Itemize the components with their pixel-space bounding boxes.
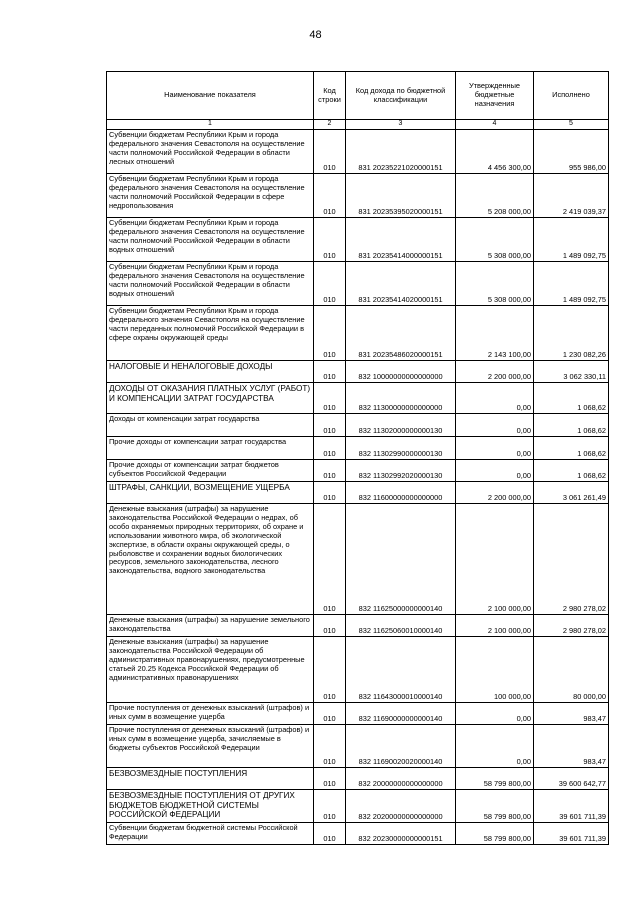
row-income-code: 832 11625060010000140 <box>346 615 456 637</box>
row-executed: 1 489 092,75 <box>534 262 609 306</box>
row-executed: 1 489 092,75 <box>534 218 609 262</box>
row-approved: 2 143 100,00 <box>456 306 534 361</box>
row-name: Денежные взыскания (штрафы) за нарушение законодательства Российской Федерации об административных правонарушениях, предусмотренные статьей 20.25 Кодекса Российской Федерации об административных правонарушениях <box>107 637 314 703</box>
row-approved: 58 799 800,00 <box>456 823 534 845</box>
row-name: Субвенции бюджетам Республики Крым и города федерального значения Севастополя на осуществление части полномочий Российской Федерации в сфере недропользования <box>107 174 314 218</box>
row-approved: 0,00 <box>456 414 534 437</box>
row-executed: 3 061 261,49 <box>534 482 609 504</box>
table-row <box>107 174 609 218</box>
row-line-code: 010 <box>314 130 346 174</box>
table-row <box>107 823 609 845</box>
col-header-approved: Утвержденные бюджетные назначения <box>456 72 534 120</box>
table-row <box>107 437 609 460</box>
row-executed: 3 062 330,11 <box>534 361 609 383</box>
table-row <box>107 262 609 306</box>
row-approved: 100 000,00 <box>456 637 534 703</box>
row-income-code: 831 20235221020000151 <box>346 130 456 174</box>
row-executed: 39 600 642,77 <box>534 768 609 790</box>
row-name: ДОХОДЫ ОТ ОКАЗАНИЯ ПЛАТНЫХ УСЛУГ (РАБОТ) И КОМПЕНСАЦИИ ЗАТРАТ ГОСУДАРСТВА <box>107 383 314 414</box>
row-executed: 80 000,00 <box>534 637 609 703</box>
row-line-code: 010 <box>314 482 346 504</box>
row-approved: 0,00 <box>456 437 534 460</box>
table-row <box>107 460 609 482</box>
col-header-income-code: Код дохода по бюджетной классификации <box>346 72 456 120</box>
row-line-code: 010 <box>314 218 346 262</box>
column-index-row <box>107 120 609 130</box>
row-executed: 983,47 <box>534 725 609 768</box>
row-line-code: 010 <box>314 361 346 383</box>
row-name: Прочие доходы от компенсации затрат государства <box>107 437 314 460</box>
table-row <box>107 130 609 174</box>
row-executed: 1 068,62 <box>534 383 609 414</box>
col-index: 5 <box>534 120 609 130</box>
table-row <box>107 218 609 262</box>
row-executed: 39 601 711,39 <box>534 823 609 845</box>
row-income-code: 832 11690000000000140 <box>346 703 456 725</box>
row-line-code: 010 <box>314 615 346 637</box>
row-name: Прочие поступления от денежных взысканий (штрафов) и иных сумм в возмещение ущерба <box>107 703 314 725</box>
row-executed: 983,47 <box>534 703 609 725</box>
row-approved: 5 308 000,00 <box>456 218 534 262</box>
row-income-code: 832 11690020020000140 <box>346 725 456 768</box>
row-income-code: 831 20235395020000151 <box>346 174 456 218</box>
row-name: Доходы от компенсации затрат государства <box>107 414 314 437</box>
row-name: Субвенции бюджетам Республики Крым и города федерального значения Севастополя на осуществление части полномочий Российской Федерации в области лесных отношений <box>107 130 314 174</box>
row-name: Субвенции бюджетам Республики Крым и города федерального значения Севастополя на осуществление части полномочий Российской Федерации в области водных отношений <box>107 262 314 306</box>
table-row <box>107 703 609 725</box>
row-income-code: 832 11600000000000000 <box>346 482 456 504</box>
row-income-code: 832 11302990000000130 <box>346 437 456 460</box>
row-approved: 58 799 800,00 <box>456 768 534 790</box>
table-row <box>107 482 609 504</box>
col-header-line-code: Код строки <box>314 72 346 120</box>
row-executed: 1 068,62 <box>534 460 609 482</box>
row-executed: 2 980 278,02 <box>534 615 609 637</box>
row-approved: 4 456 300,00 <box>456 130 534 174</box>
row-executed: 1 068,62 <box>534 414 609 437</box>
table-row <box>107 637 609 703</box>
row-name: БЕЗВОЗМЕЗДНЫЕ ПОСТУПЛЕНИЯ ОТ ДРУГИХ БЮДЖЕТОВ БЮДЖЕТНОЙ СИСТЕМЫ РОССИЙСКОЙ ФЕДЕРАЦИИ <box>107 790 314 823</box>
row-approved: 2 200 000,00 <box>456 361 534 383</box>
row-income-code: 831 20235486020000151 <box>346 306 456 361</box>
row-income-code: 832 10000000000000000 <box>346 361 456 383</box>
row-line-code: 010 <box>314 725 346 768</box>
row-line-code: 010 <box>314 174 346 218</box>
row-name: Прочие поступления от денежных взысканий (штрафов) и иных сумм в возмещение ущерба, зачисляемые в бюджеты субъектов Российской Федерации <box>107 725 314 768</box>
row-line-code: 010 <box>314 306 346 361</box>
row-executed: 39 601 711,39 <box>534 790 609 823</box>
row-name: Субвенции бюджетам бюджетной системы Российской Федерации <box>107 823 314 845</box>
col-header-executed: Исполнено <box>534 72 609 120</box>
table-row <box>107 383 609 414</box>
row-line-code: 010 <box>314 504 346 615</box>
row-name: Субвенции бюджетам Республики Крым и города федерального значения Севастополя на осуществление части полномочий Российской Федерации в области водных отношений <box>107 218 314 262</box>
row-executed: 2 419 039,37 <box>534 174 609 218</box>
row-income-code: 832 11300000000000000 <box>346 383 456 414</box>
row-line-code: 010 <box>314 823 346 845</box>
table-header-row <box>107 72 609 120</box>
row-approved: 5 208 000,00 <box>456 174 534 218</box>
col-index: 2 <box>314 120 346 130</box>
row-line-code: 010 <box>314 460 346 482</box>
row-line-code: 010 <box>314 383 346 414</box>
table-row <box>107 725 609 768</box>
row-approved: 0,00 <box>456 383 534 414</box>
row-income-code: 832 11302000000000130 <box>346 414 456 437</box>
row-approved: 0,00 <box>456 725 534 768</box>
page-number: 48 <box>309 29 322 41</box>
table-row <box>107 414 609 437</box>
row-income-code: 832 11302992020000130 <box>346 460 456 482</box>
row-approved: 2 100 000,00 <box>456 504 534 615</box>
row-executed: 955 986,00 <box>534 130 609 174</box>
col-index: 1 <box>107 120 314 130</box>
row-executed: 2 980 278,02 <box>534 504 609 615</box>
row-income-code: 831 20235414000000151 <box>346 218 456 262</box>
budget-table <box>106 71 609 845</box>
row-approved: 5 308 000,00 <box>456 262 534 306</box>
row-income-code: 832 20200000000000000 <box>346 790 456 823</box>
row-executed: 1 230 082,26 <box>534 306 609 361</box>
row-income-code: 832 11625000000000140 <box>346 504 456 615</box>
col-index: 4 <box>456 120 534 130</box>
table-row <box>107 361 609 383</box>
row-name: Субвенции бюджетам Республики Крым и города федерального значения Севастополя на осуществление части переданных полномочий Российской Федерации в сфере охраны окружающей среды <box>107 306 314 361</box>
row-line-code: 010 <box>314 637 346 703</box>
row-line-code: 010 <box>314 414 346 437</box>
row-approved: 58 799 800,00 <box>456 790 534 823</box>
table-row <box>107 790 609 823</box>
row-name: БЕЗВОЗМЕЗДНЫЕ ПОСТУПЛЕНИЯ <box>107 768 314 790</box>
row-approved: 0,00 <box>456 460 534 482</box>
row-approved: 0,00 <box>456 703 534 725</box>
table-row <box>107 615 609 637</box>
row-name: Прочие доходы от компенсации затрат бюджетов субъектов Российской Федерации <box>107 460 314 482</box>
col-header-name: Наименование показателя <box>107 72 314 120</box>
row-line-code: 010 <box>314 768 346 790</box>
table-row <box>107 504 609 615</box>
row-line-code: 010 <box>314 790 346 823</box>
row-approved: 2 100 000,00 <box>456 615 534 637</box>
row-name: ШТРАФЫ, САНКЦИИ, ВОЗМЕЩЕНИЕ УЩЕРБА <box>107 482 314 504</box>
row-executed: 1 068,62 <box>534 437 609 460</box>
row-line-code: 010 <box>314 262 346 306</box>
row-name: Денежные взыскания (штрафы) за нарушение земельного законодательства <box>107 615 314 637</box>
row-line-code: 010 <box>314 703 346 725</box>
row-line-code: 010 <box>314 437 346 460</box>
table-row <box>107 306 609 361</box>
table-row <box>107 768 609 790</box>
col-index: 3 <box>346 120 456 130</box>
row-income-code: 832 20000000000000000 <box>346 768 456 790</box>
row-name: НАЛОГОВЫЕ И НЕНАЛОГОВЫЕ ДОХОДЫ <box>107 361 314 383</box>
row-name: Денежные взыскания (штрафы) за нарушение законодательства Российской Федерации о недрах, об особо охраняемых природных территориях, об охране и использовании животного мира, об экологической экспертизе, в области охраны окружающей среды, о рыболовстве и сохранении водных биологических ресурсов, земельного законодательства, лесного законодательства, водного законодательства <box>107 504 314 615</box>
row-approved: 2 200 000,00 <box>456 482 534 504</box>
row-income-code: 832 20230000000000151 <box>346 823 456 845</box>
row-income-code: 832 11643000010000140 <box>346 637 456 703</box>
row-income-code: 831 20235414020000151 <box>346 262 456 306</box>
